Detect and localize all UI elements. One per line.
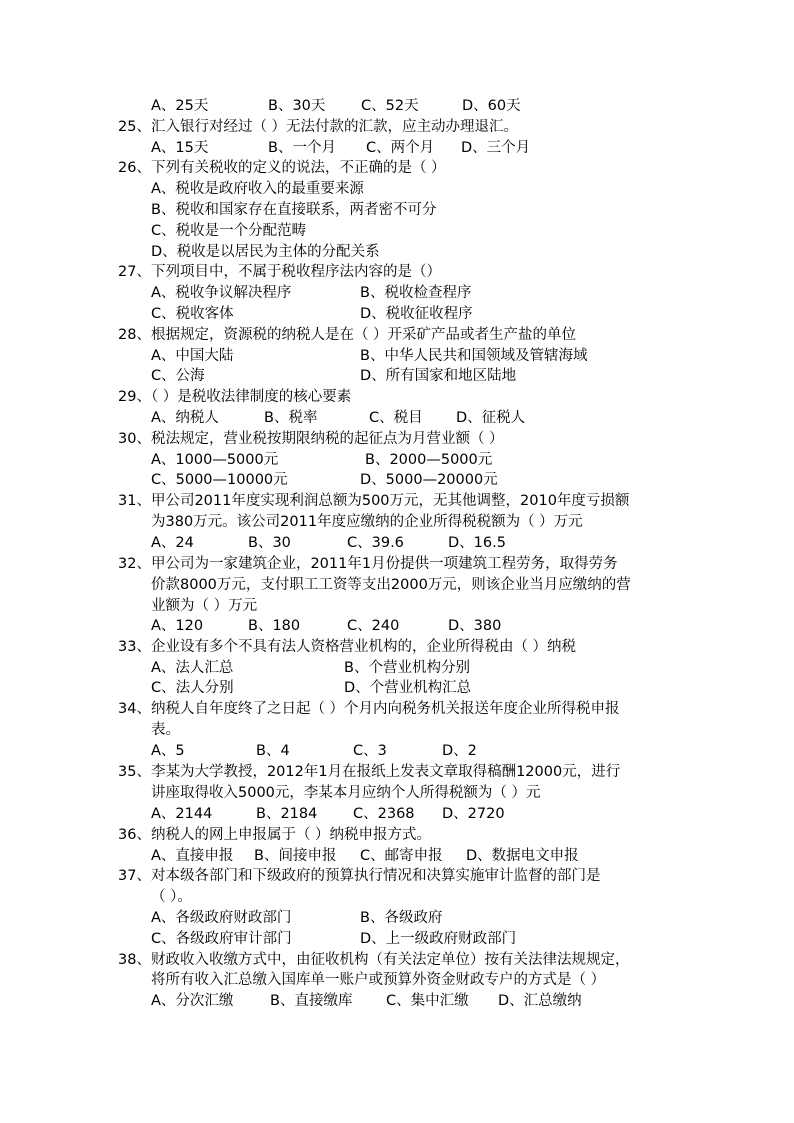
option: A、中国大陆 [151, 348, 234, 364]
option: A、5 [151, 743, 185, 759]
question-continuation: 表。 [151, 722, 180, 738]
option: D、汇总缴纳 [498, 993, 582, 1009]
option: D、380 [448, 618, 502, 634]
option: A、直接申报 [151, 848, 234, 864]
option: B、一个月 [268, 140, 336, 156]
option: B、4 [256, 743, 290, 759]
option: D、数据电文申报 [466, 848, 579, 864]
option: A、1000—5000元 [151, 452, 279, 468]
option: B、中华人民共和国领域及管辖海域 [360, 348, 588, 364]
option: D、上一级政府财政部门 [360, 931, 517, 947]
option: D、征税人 [456, 410, 526, 426]
option: D、2 [442, 743, 477, 759]
question-text: 38、财政收入收缴方式中，由征收机构（有关法定单位）按有关法律法规规定， [118, 952, 630, 968]
question-text: 37、对本级各部门和下级政府的预算执行情况和决算实施审计监督的部门是 [118, 868, 601, 884]
option: C、各级政府审计部门 [151, 931, 292, 947]
option: C、两个月 [366, 140, 435, 156]
option: B、直接缴库 [270, 993, 353, 1009]
option: A、法人汇总 [151, 660, 234, 676]
option: D、60天 [462, 98, 521, 114]
question-text: 33、企业设有多个不具有法人资格营业机构的，企业所得税由（ ）纳税 [118, 639, 577, 655]
option: A、2144 [151, 806, 213, 822]
option: C、240 [347, 618, 400, 634]
question-continuation: 讲座取得收入5000元，李某本月应纳个人所得税额为（ ）元 [151, 785, 541, 801]
option: B、间接申报 [254, 848, 337, 864]
option: A、15天 [151, 140, 209, 156]
option: B、180 [248, 618, 301, 634]
question-continuation: 为380万元。该公司2011年度应缴纳的企业所得税税额为（ ）万元 [151, 514, 583, 530]
question-text: 28、根据规定，资源税的纳税人是在（ ）开采矿产品或者生产盐的单位 [118, 327, 577, 343]
option: C、税收客体 [151, 306, 234, 322]
option-line: D、税收是以居民为主体的分配关系 [151, 244, 380, 260]
question-text: 36、纳税人的网上申报属于（ ）纳税申报方式。 [118, 827, 432, 843]
question-text: 29、（ ）是税收法律制度的核心要素 [118, 389, 352, 405]
option: B、30天 [268, 98, 326, 114]
option: B、各级政府 [360, 910, 443, 926]
option: D、三个月 [461, 140, 531, 156]
option: A、120 [151, 618, 204, 634]
option: C、3 [353, 743, 387, 759]
option: B、个营业机构分别 [344, 660, 470, 676]
option: C、公海 [151, 368, 205, 384]
question-text: 32、甲公司为一家建筑企业，2011年1月份提供一项建筑工程劳务，取得劳务 [118, 556, 618, 572]
option: D、所有国家和地区陆地 [360, 368, 517, 384]
option-line: B、税收和国家存在直接联系，两者密不可分 [151, 202, 437, 218]
option: D、5000—20000元 [360, 472, 498, 488]
option: C、邮寄申报 [360, 848, 443, 864]
option: C、5000—10000元 [151, 472, 288, 488]
option: C、集中汇缴 [386, 993, 469, 1009]
option: A、税收争议解决程序 [151, 285, 292, 301]
option: C、52天 [361, 98, 419, 114]
option: D、2720 [442, 806, 505, 822]
question-continuation: （ ）。 [151, 889, 192, 905]
question-continuation: 将所有收入汇总缴入国库单一账户或预算外资金财政专户的方式是（ ） [151, 972, 606, 988]
option: D、16.5 [448, 535, 506, 551]
option: D、个营业机构汇总 [344, 680, 472, 696]
option: B、2000—5000元 [365, 452, 493, 468]
question-text: 35、李某为大学教授，2012年1月在报纸上发表文章取得稿酬12000元，进行 [118, 764, 621, 780]
option-line: C、税收是一个分配范畴 [151, 223, 307, 239]
option: A、25天 [151, 98, 209, 114]
question-text: 26、下列有关税收的定义的说法，不正确的是（ ） [118, 160, 446, 176]
option: C、2368 [353, 806, 415, 822]
option: B、税收检查程序 [360, 285, 472, 301]
option: C、法人分别 [151, 680, 234, 696]
option: B、税率 [264, 410, 318, 426]
option: B、2184 [256, 806, 318, 822]
question-text: 25、汇入银行对经过（ ）无法付款的汇款，应主动办理退汇。 [118, 119, 519, 135]
question-text: 30、税法规定，营业税按期限纳税的起征点为月营业额（ ） [118, 431, 504, 447]
option: C、税目 [369, 410, 423, 426]
option: C、39.6 [347, 535, 404, 551]
question-continuation: 业额为（ ）万元 [151, 598, 258, 614]
option-line: A、税收是政府收入的最重要来源 [151, 181, 364, 197]
option: A、纳税人 [151, 410, 219, 426]
question-text: 27、下列项目中，不属于税收程序法内容的是（） [118, 264, 441, 280]
question-continuation: 价款8000万元，支付职工工资等支出2000万元，则该企业当月应缴纳的营 [151, 577, 631, 593]
option: A、24 [151, 535, 194, 551]
option: B、30 [248, 535, 291, 551]
option: A、分次汇缴 [151, 993, 234, 1009]
option: D、税收征收程序 [360, 306, 473, 322]
question-text: 31、甲公司2011年度实现利润总额为500万元，无其他调整，2010年度亏损额 [118, 493, 630, 509]
question-text: 34、纳税人自年度终了之日起（ ）个月内向税务机关报送年度企业所得税申报 [118, 701, 620, 717]
option: A、各级政府财政部门 [151, 910, 292, 926]
